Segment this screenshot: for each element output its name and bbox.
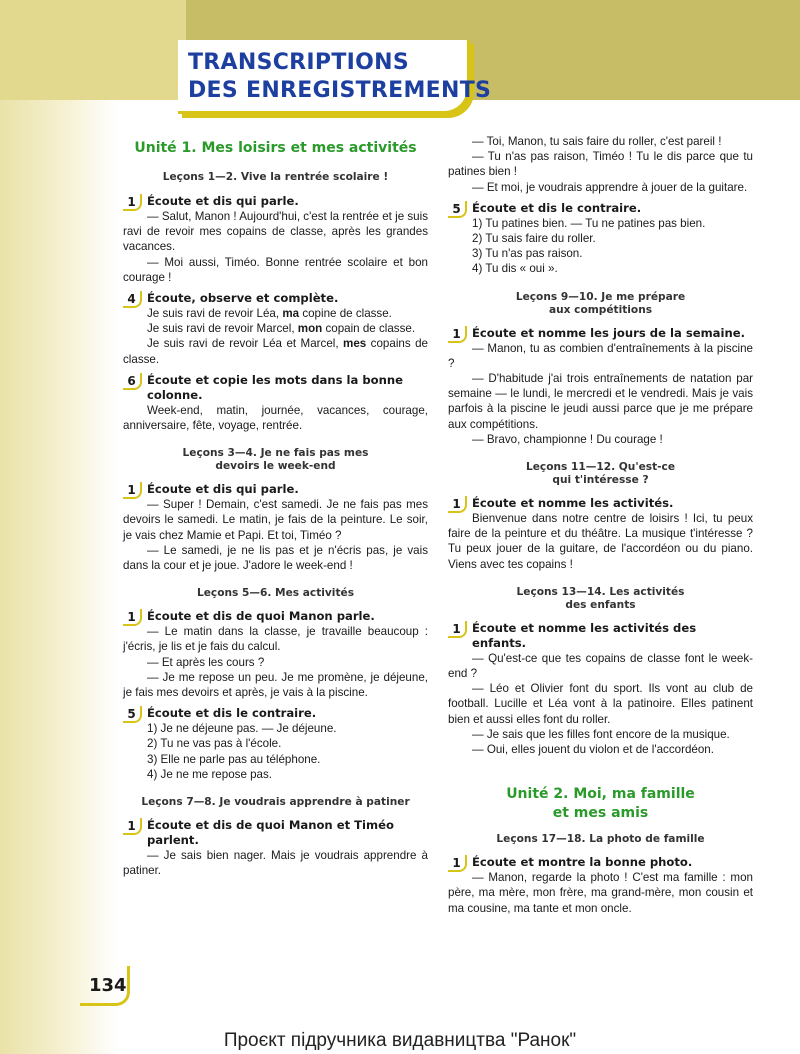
lesson-title: Leçons 1—2. Vive la rentrée scolaire ! <box>162 171 389 183</box>
transcript-line: Je suis ravi de revoir Léa, ma copine de classe. <box>147 307 392 321</box>
list-item: 4) Tu dis « oui ». <box>472 262 558 276</box>
footer-caption: Проєкт підручника видавництва "Ранок" <box>223 1030 577 1051</box>
lesson-title: Leçons 9—10. Je me prépare <box>515 290 686 303</box>
exercise-number: 1 <box>448 326 467 343</box>
transcript-line: — Oui, elles jouent du violon et de l'accordéon. <box>472 743 714 757</box>
exercise-header <box>448 496 753 511</box>
transcript-line: — Super ! Demain, c'est samedi. Je ne fais pas mes devoirs le samedi. Le matin, je fais de la peinture. Le soir, je vais chez Mamie et Papi. Et toi, Timéo ? <box>123 498 428 542</box>
exercise-label: Écoute et dis qui parle. <box>147 482 299 497</box>
exercise-header <box>448 621 753 651</box>
page-title-line2: DES ENREGISTREMENTS <box>188 78 492 103</box>
transcript-line: Je suis ravi de revoir Marcel, mon copain de classe. <box>147 322 416 336</box>
page-title-line1: TRANSCRIPTIONS <box>188 50 409 75</box>
exercise-number: 1 <box>123 609 142 626</box>
transcript-line: — Manon, regarde la photo ! C'est ma famille : mon père, ma mère, mon frère, ma grand-mère, mon cousin et ma cousine, ma tante et mon oncle. <box>448 871 753 915</box>
unit2-title: Unité 2. Moi, ma famille <box>506 786 695 803</box>
lesson-title: aux compétitions <box>548 303 653 316</box>
exercise-number: 1 <box>448 621 467 638</box>
exercise-number: 1 <box>123 482 142 499</box>
transcript-line: — Le matin dans la classe, je travaille beaucoup : j'écris, je lis et je fais du calcul. <box>123 625 428 654</box>
exercise-label: Écoute et dis de quoi Manon et Timéo parlent. <box>147 818 394 848</box>
exercise-number: 1 <box>448 855 467 872</box>
exercise-header <box>123 194 428 209</box>
transcript-line: — Et après les cours ? <box>147 655 265 669</box>
page-number-box <box>80 966 130 1006</box>
transcript-line: — Manon, tu as combien d'entraînements à la piscine ? <box>448 341 753 370</box>
page-title-box <box>178 40 492 114</box>
top-decor-band-left <box>0 0 186 100</box>
transcript-line: Week-end, matin, journée, vacances, courage, anniversaire, fête, voyage, rentrée. <box>123 403 428 433</box>
exercise-header <box>123 609 428 624</box>
exercise-number: 4 <box>123 291 142 308</box>
transcript-line: — Bravo, championne ! Du courage ! <box>472 432 663 446</box>
list-item: 2) Tu sais faire du roller. <box>472 232 596 246</box>
lesson-title: devoirs le week-end <box>215 460 336 473</box>
unit2-title: et mes amis <box>552 805 649 822</box>
exercise-label: Écoute et nomme les activités des enfants. <box>472 620 697 650</box>
exercise-header <box>123 373 428 403</box>
exercise-number: 1 <box>123 818 142 835</box>
exercise-label: Écoute et montre la bonne photo. <box>472 855 693 870</box>
unit1-title: Unité 1. Mes loisirs et mes activités <box>134 140 417 156</box>
lesson-title: des enfants <box>565 598 636 611</box>
exercise-number: 1 <box>448 496 467 513</box>
exercise-label: Écoute et dis le contraire. <box>472 200 642 215</box>
exercise-number: 5 <box>123 706 142 723</box>
exercise-header <box>448 855 753 870</box>
exercise-header <box>448 326 753 341</box>
exercise-header <box>448 201 753 216</box>
exercise-label: Écoute et dis le contraire. <box>147 706 317 721</box>
lesson-title: qui t'intéresse ? <box>552 474 649 487</box>
transcript-line: — D'habitude j'ai trois entraînements de natation par semaine — le lundi, le mercredi et le vendredi. Mais je vais parfois à la piscine le jeudi aussi parce que je me prépare aux compétitions. <box>448 372 753 431</box>
transcript-line: — Je me repose un peu. Je me promène, je déjeune, je fais mes devoirs et après, je vais à la piscine. <box>123 670 428 700</box>
transcript-line: — Tu n'as pas raison, Timéo ! Tu le dis parce que tu patines bien ! <box>448 150 753 179</box>
transcript-line: — Le samedi, je ne lis pas et je n'écris pas, je vais dans la cour et je joue. J'adore le week-end ! <box>123 543 428 573</box>
lesson-title: Leçons 13—14. Les activités <box>516 585 685 598</box>
transcript-line: — Je sais que les filles font encore de la musique. <box>472 727 730 741</box>
transcript-line: — Salut, Manon ! Aujourd'hui, c'est la rentrée et je suis ravi de revoir mes copains de classe, après les grandes vacances. <box>123 210 428 254</box>
page-number: 134 <box>89 975 127 996</box>
exercise-header <box>123 291 428 306</box>
exercise-number: 6 <box>123 373 142 390</box>
list-item: 3) Elle ne parle pas au téléphone. <box>147 752 321 766</box>
exercise-label: Écoute et nomme les jours de la semaine. <box>472 325 745 340</box>
exercise-label: Écoute, observe et complète. <box>147 291 339 306</box>
exercise-header <box>123 706 428 721</box>
exercise-label: Écoute et dis de quoi Manon parle. <box>147 609 375 624</box>
right-column <box>448 134 753 916</box>
left-decor-band <box>0 0 118 1054</box>
exercise-number: 5 <box>448 201 467 218</box>
lesson-title: Leçons 17—18. La photo de famille <box>496 833 705 846</box>
list-item: 1) Je ne déjeune pas. — Je déjeune. <box>147 722 337 736</box>
transcript-line: Bienvenue dans notre centre de loisirs ! Ici, tu peux faire de la peinture et du théâtre. La musique t'intéresse ? Tu peux jouer de la guitare, de l'accordéon ou du piano. Viens avec tes copains ! <box>448 512 753 571</box>
lesson-title: Leçons 7—8. Je voudrais apprendre à patiner <box>141 796 410 809</box>
left-column <box>123 134 428 878</box>
transcript-line: — Léo et Olivier font du sport. Ils vont au club de football. Lucille et Léa vont à la patinoire. Elles patinent bien et aussi elles font du roller. <box>448 682 753 726</box>
list-item: 4) Je ne me repose pas. <box>147 767 273 781</box>
transcript-line: — Je sais bien nager. Mais je voudrais apprendre à patiner. <box>123 849 428 878</box>
transcript-line: Je suis ravi de revoir Léa et Marcel, mes copains de classe. <box>123 337 428 366</box>
transcript-line: — Et moi, je voudrais apprendre à jouer de la guitare. <box>472 180 748 194</box>
exercise-label: Écoute et nomme les activités. <box>472 496 674 511</box>
list-item: 2) Tu ne vas pas à l'école. <box>147 737 282 751</box>
exercise-label: Écoute et copie les mots dans la bonne colonne. <box>147 372 403 402</box>
list-item: 3) Tu n'as pas raison. <box>472 247 583 261</box>
transcript-line: — Moi aussi, Timéo. Bonne rentrée scolaire et bon courage ! <box>123 255 428 284</box>
transcript-line: — Qu'est-ce que tes copains de classe font le week-end ? <box>448 651 753 681</box>
lesson-title: Leçons 3—4. Je ne fais pas mes <box>182 447 369 460</box>
list-item: 1) Tu patines bien. — Tu ne patines pas bien. <box>472 216 706 230</box>
transcript-line: — Toi, Manon, tu sais faire du roller, c'est pareil ! <box>472 135 722 148</box>
exercise-label: Écoute et dis qui parle. <box>147 194 299 208</box>
lesson-title: Leçons 5—6. Mes activités <box>196 587 354 600</box>
exercise-header <box>123 818 428 848</box>
lesson-title: Leçons 11—12. Qu'est-ce <box>525 461 676 474</box>
exercise-number: 1 <box>123 194 142 211</box>
exercise-header <box>123 482 428 497</box>
